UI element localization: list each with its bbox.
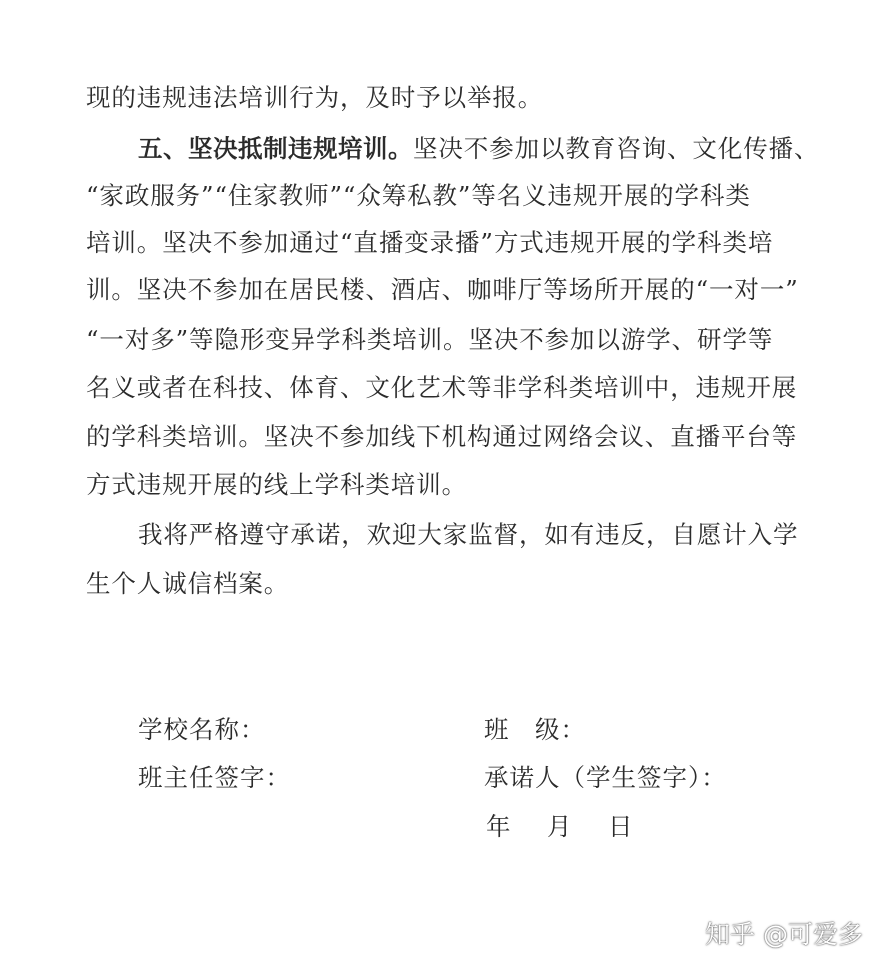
class-label: 班 级： (484, 715, 586, 744)
section5-line3: 培训。坚决不参加通过“直播变录播”方式违规开展的学科类培 (86, 228, 774, 257)
section5-line4: 训。坚决不参加在居民楼、酒店、咖啡厅等场所开展的“一对一” (86, 275, 799, 304)
school-name-label: 学校名称： (138, 715, 266, 744)
section5-heading: 五、坚决抵制违规培训。 (138, 134, 413, 163)
zhihu-watermark: 知乎 @可爱多 (705, 920, 863, 949)
date-label: 年 月 日 (486, 812, 639, 841)
paragraph-continuation-line: 现的违规违法培训行为，及时予以举报。 (86, 83, 544, 112)
section5-line7: 的学科类培训。坚决不参加线下机构通过网络会议、直播平台等 (86, 422, 798, 451)
section5-line2: “家政服务”“住家教师”“众筹私教”等名义违规开展的学科类 (86, 181, 751, 210)
head-teacher-signature-label: 班主任签字： (138, 763, 291, 792)
section5-line8: 方式违规开展的线上学科类培训。 (86, 470, 467, 499)
pledge-line2: 生个人诚信档案。 (86, 569, 290, 598)
pledge-line1: 我将严格遵守承诺，欢迎大家监督，如有违反，自愿计入学 (138, 520, 799, 549)
section5-first-line (138, 134, 885, 164)
section5-line6: 名义或者在科技、体育、文化艺术等非学科类培训中，违规开展 (86, 373, 798, 402)
section5-line5: “一对多”等隐形变异学科类培训。坚决不参加以游学、研学等 (86, 325, 774, 354)
section5-line1-text: 坚决不参加以教育咨询、文化传播、 (413, 134, 820, 163)
pledger-signature-label: 承诺人（学生签字）： (484, 763, 727, 792)
